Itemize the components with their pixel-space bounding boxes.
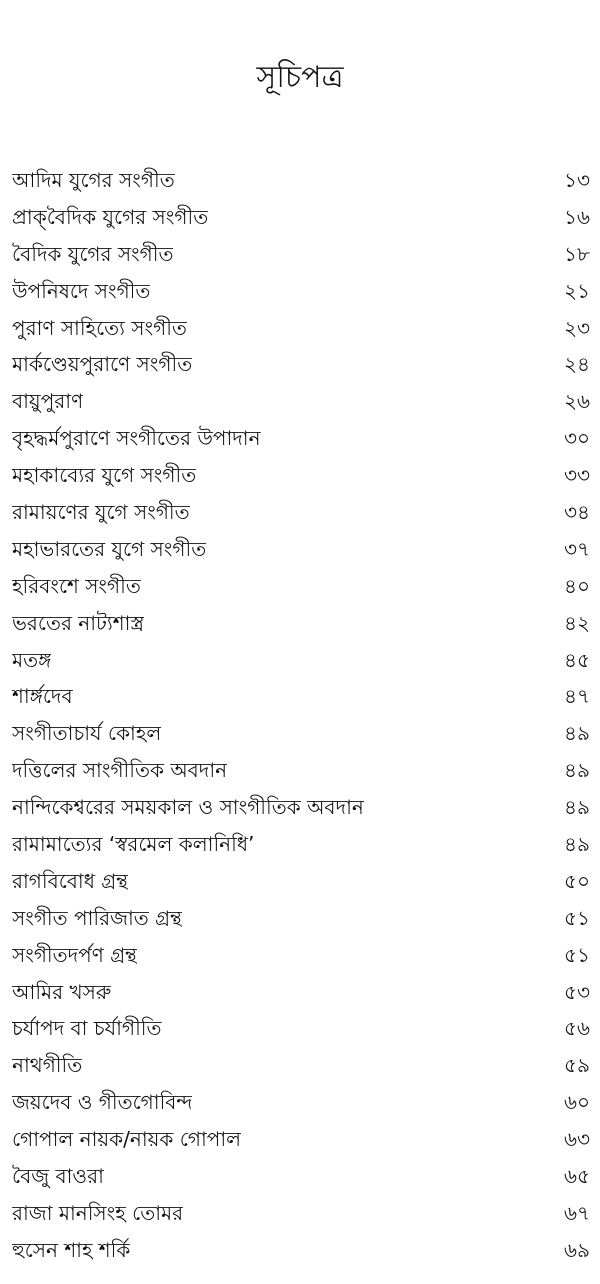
toc-entry [12,974,590,1011]
toc-entry-page-number: ৩৩ [563,463,590,488]
toc-entry-title: চর্যাপদ বা চর্যাগীতি [12,1016,162,1041]
toc-entry-page-number: ২৬ [563,389,590,414]
toc-entry [12,346,590,383]
toc-entry-page-number: ৩৭ [563,536,590,561]
toc-entry-title: বৈদিক যুগের সংগীত [12,241,174,266]
toc-entry [12,1195,590,1232]
toc-entry-title: হুসেন শাহ শর্কি [12,1237,131,1262]
toc-entry-page-number: ৫১ [564,905,590,930]
toc-entry-title: মতঙ্গ [12,647,52,672]
toc-entry-title: বৈজু বাওরা [12,1164,104,1189]
toc-entry-page-number: ৫১ [564,942,590,967]
toc-entry [12,1084,590,1121]
toc-entry-title: নাথগীতি [12,1053,83,1078]
toc-entry-title: আমির খসরু [12,979,112,1004]
toc-entry-title: রাজা মানসিংহ তোমর [12,1200,184,1225]
toc-entry-page-number: ১৮ [564,241,590,266]
toc-entry-page-number: ৫০ [564,868,590,893]
toc-entry [12,678,590,715]
toc-entry-title: শার্ঙ্গদেব [12,684,73,709]
toc-entry-title: জয়দেব ও গীতগোবিন্দ [12,1090,193,1115]
toc-entry-title: মহাকাব্যের যুগে সংগীত [12,463,197,488]
toc-entry-page-number: ৬৯ [564,1237,590,1262]
toc-entry-page-number: ৫৩ [564,979,590,1004]
toc-entry-title: নান্দিকেশ্বরের সময়কাল ও সাংগীতিক অবদান [12,795,364,820]
toc-entry-page-number: ৪৭ [564,684,590,709]
toc-entry [12,642,590,679]
toc-entry-title: সংগীতাচার্য কোহল [12,721,162,746]
toc-entry [12,863,590,900]
toc-entry-title: মহাভারতের যুগে সংগীত [12,536,207,561]
toc-entry-title: সংগীত পারিজাত গ্রন্থ [12,905,182,930]
toc-entry [12,1121,590,1158]
toc-entry-page-number: ১৬ [564,204,590,229]
toc-entry-page-number: ৪৯ [564,721,590,746]
toc-entry [12,420,590,457]
toc-entry-title: ভরতের নাট্যশাস্ত্র [12,610,145,635]
toc-entry [12,937,590,974]
toc-entry-title: পুরাণ সাহিত্যে সংগীত [12,315,187,340]
toc-entry [12,457,590,494]
toc-entry-title: মার্কণ্ডেয়পুরাণে সংগীত [12,352,193,377]
toc-entry-title: হরিবংশে সংগীত [12,573,141,598]
toc-entry-title: গোপাল নায়ক/নায়ক গোপাল [12,1127,242,1152]
toc-entry-page-number: ৪২ [564,610,590,635]
toc-entry-title: উপনিষদে সংগীত [12,278,151,303]
toc-entry-title: প্রাক্‌বৈদিক যুগের সংগীত [12,204,209,229]
toc-entry-title: আদিম যুগের সংগীত [12,168,175,192]
toc-entry-title: সংগীতদর্পণ গ্রন্থ [12,942,137,967]
toc-entry-page-number: ৬৭ [563,1200,590,1225]
toc-entry [12,383,590,420]
toc-entry-page-number: ৪৯ [564,795,590,820]
toc-entry-page-number: ৫৯ [564,1053,590,1078]
toc-entry [12,273,590,310]
toc-entry [12,531,590,568]
toc-entry-page-number: ৬৫ [564,1164,590,1189]
toc-entry [12,1047,590,1084]
toc-entry [12,605,590,642]
toc-entry [12,715,590,752]
toc-entry-title: দত্তিলের সাংগীতিক অবদান [12,758,228,783]
page-title: সূচিপত্র [256,60,344,95]
toc-entry-title: বৃহদ্ধর্মপুরাণে সংগীতের উপাদান [12,426,261,451]
toc-entry-page-number: ২৩ [563,315,590,340]
toc-entry-page-number: ৪৯ [564,832,590,857]
toc-entry-page-number: ৪০ [564,573,590,598]
toc-entry-page-number: ১৩ [564,168,590,192]
toc-entry-page-number: ২১ [564,278,590,303]
toc-entry-title: রামায়ণের যুগে সংগীত [12,500,190,525]
toc-entry-title: রামামাত্যের ‘স্বরমেল কলানিধি’ [12,832,255,857]
toc-entry-title: বায়ুপুরাণ [12,389,84,414]
toc-entry [12,236,590,273]
toc-entry-page-number: ২৪ [564,352,590,377]
toc-entry [12,1010,590,1047]
toc-entry-page-number: ৩০ [563,426,590,451]
toc-entry [12,568,590,605]
toc-entry-page-number: ৬৩ [563,1127,590,1152]
toc-entry [12,900,590,937]
toc-entry-page-number: ৫৬ [564,1016,590,1041]
toc-entry [12,826,590,863]
toc-entry-page-number: ৪৯ [564,758,590,783]
toc-entry [12,1158,590,1195]
toc-entry-page-number: ৬০ [563,1090,590,1115]
toc-entry-title: রাগবিবোধ গ্রন্থ [12,868,129,893]
toc-entry [12,162,590,199]
toc-entry [12,752,590,789]
toc-entry [12,310,590,347]
toc-entry [12,199,590,236]
toc-entry [12,1232,590,1269]
toc-list [12,162,590,1269]
toc-entry [12,494,590,531]
toc-entry-page-number: ৪৫ [564,647,590,672]
toc-entry [12,789,590,826]
toc-entry-page-number: ৩৪ [564,500,590,525]
